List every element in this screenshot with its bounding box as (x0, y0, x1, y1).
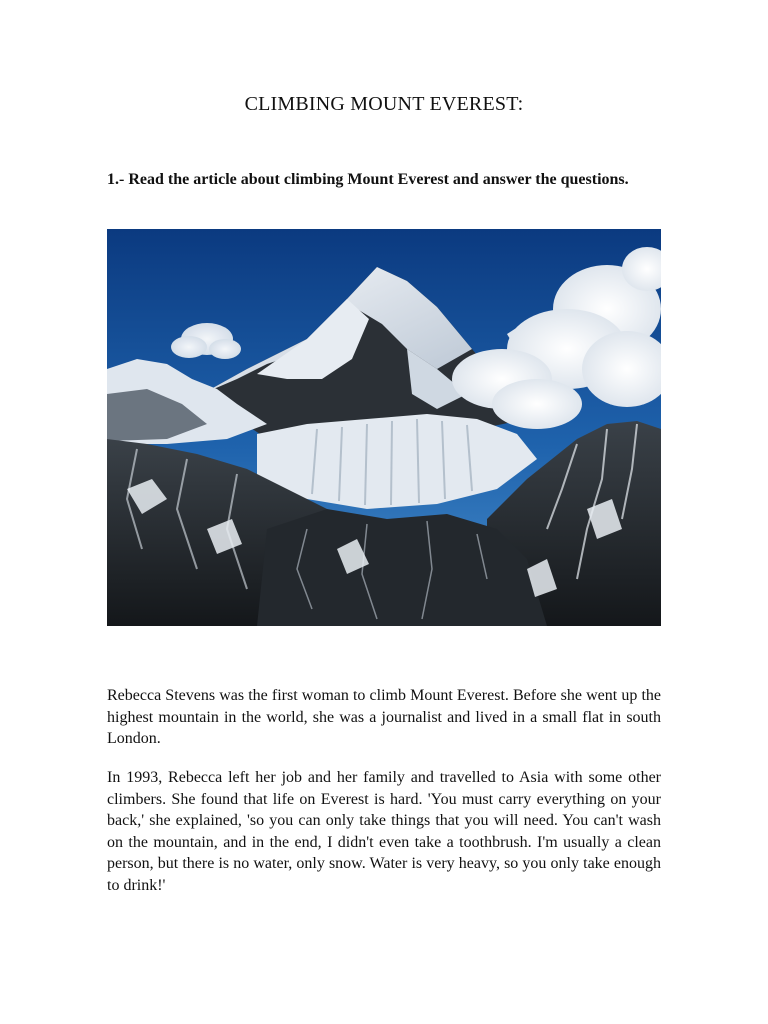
exercise-instruction: 1.- Read the article about climbing Mount Everest and answer the questions. (107, 171, 629, 188)
article-paragraph-1: Rebecca Stevens was the first woman to climb Mount Everest. Before she went up the highest mountain in the world, she was a journalist and lived in a small flat in south London. (107, 687, 661, 747)
article-paragraph-2: In 1993, Rebecca left her job and her family and travelled to Asia with some other climbers. She found that life on Everest is hard. 'You must carry everything on your back,' she explained, 'so you can only take things that you will need. You can't wash on the mountain, and in the end, I didn't even take a toothbrush. I'm usually a clean person, but there is no water, only snow. Water is very heavy, so you only take enough to drink!' (107, 769, 661, 894)
page-title: CLIMBING MOUNT EVEREST: (244, 93, 524, 115)
mount-everest-photo (107, 229, 661, 626)
